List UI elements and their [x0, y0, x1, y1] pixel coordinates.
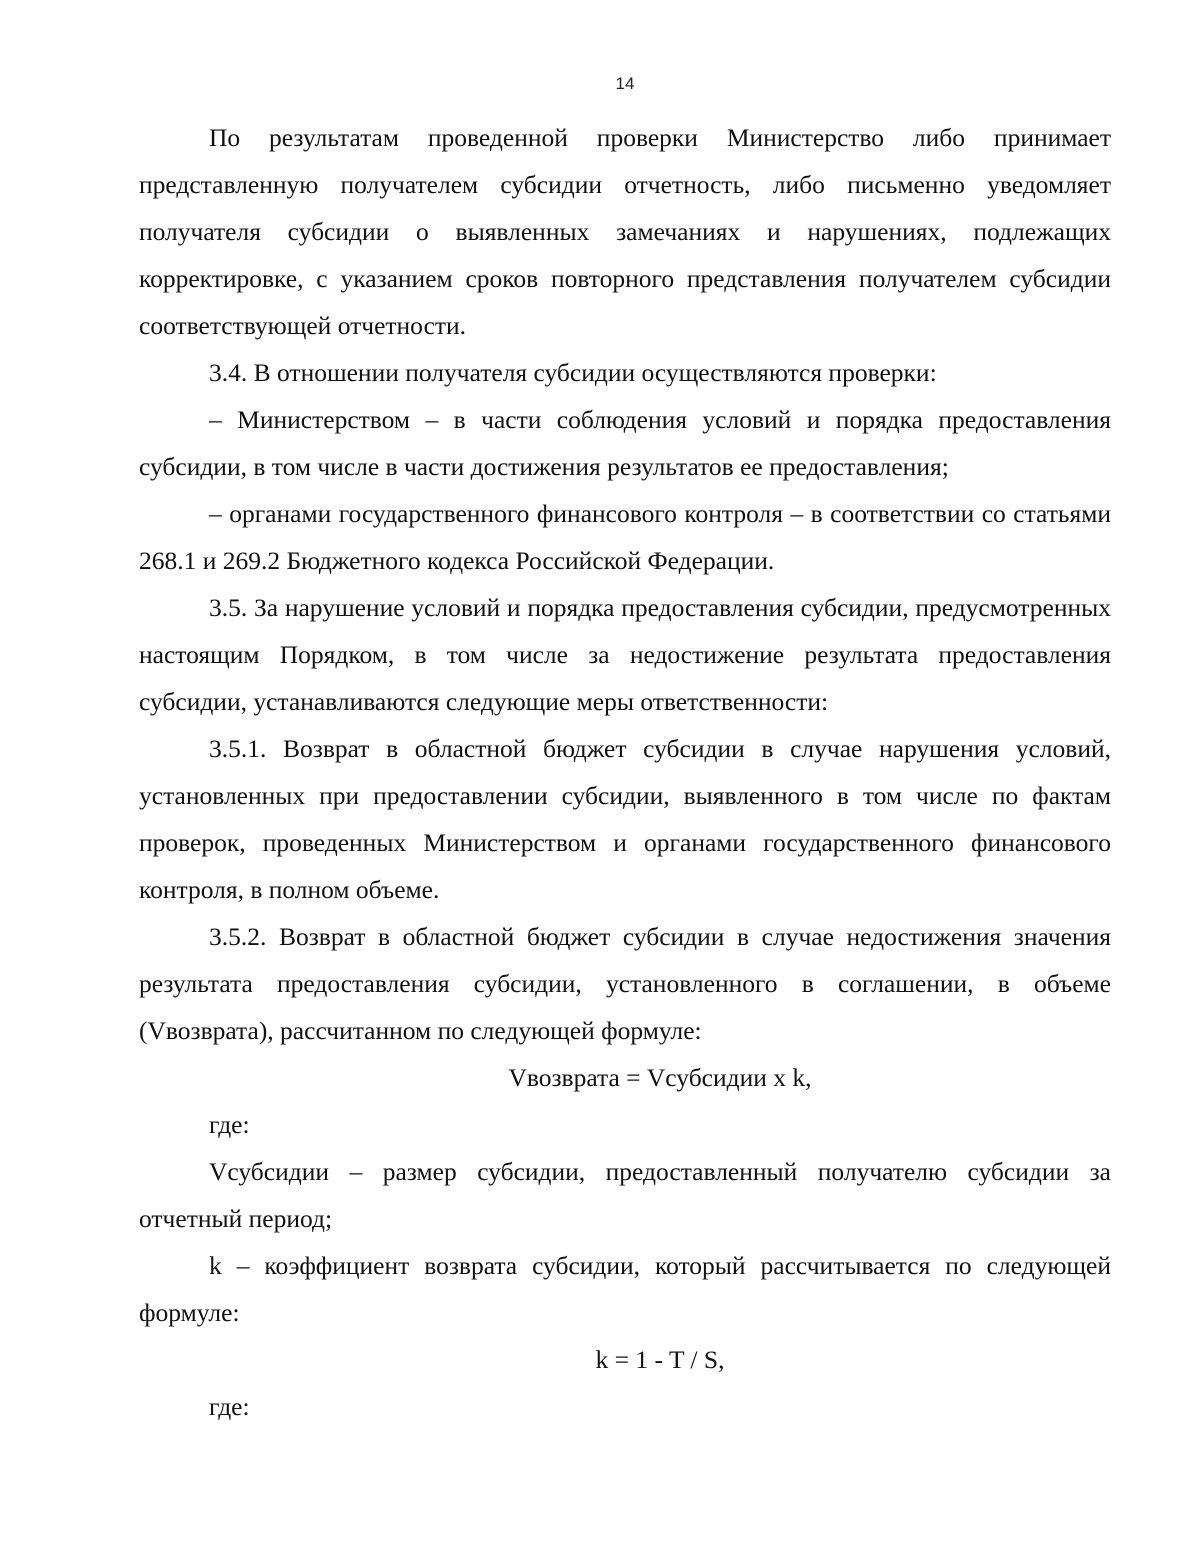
document-body [139, 114, 1111, 1430]
paragraph-3-5-1: 3.5.1. Возврат в областной бюджет субсидии в случае нарушения условий, установленных при предоставлении субсидии, выявленного в том числе по фактам проверок, проведенных Министерством и органами государственного финансового контроля, в полном объеме. [139, 734, 1111, 904]
paragraph-where-1: где: [209, 1110, 250, 1139]
paragraph-ministry-checks: – Министерством – в части соблюдения условий и порядка предоставления субсидии, в том числе в части достижения результатов ее предоставления; [139, 405, 1111, 481]
paragraph-financial-control-checks: – органами государственного финансового контроля – в соответствии со статьями 268.1 и 269.2 Бюджетного кодекса Российской Федерации. [139, 499, 1111, 575]
paragraph-3-5: 3.5. За нарушение условий и порядка предоставления субсидии, предусмотренных настоящим Порядком, в том числе за недостижение результата предоставления субсидии, устанавливаются следующие меры ответственности: [139, 593, 1111, 716]
paragraph-3-4: 3.4. В отношении получателя субсидии осуществляются проверки: [209, 358, 937, 387]
paragraph-k-definition: k – коэффициент возврата субсидии, который рассчитывается по следующей формуле: [139, 1251, 1111, 1327]
formula-coefficient-k: k = 1 - T / S, [595, 1345, 725, 1374]
paragraph-where-2: где: [209, 1392, 250, 1421]
paragraph-3-5-2: 3.5.2. Возврат в областной бюджет субсидии в случае недостижения значения результата предоставления субсидии, установленного в соглашении, в объеме (Vвозврата), рассчитанном по следующей формуле: [139, 922, 1111, 1045]
page-number: 14 [615, 74, 635, 93]
paragraph-inspection-results: По результатам проведенной проверки Министерство либо принимает представленную получателем субсидии отчетность, либо письменно уведомляет получателя субсидии о выявленных замечаниях и нарушениях, подлежащих корректировке, с указанием сроков повторного представления получателем субсидии соответствующей отчетности. [139, 123, 1111, 340]
paragraph-subsidy-definition: Vсубсидии – размер субсидии, предоставленный получателю субсидии за отчетный период; [139, 1157, 1111, 1233]
formula-refund-volume: Vвозврата = Vсубсидии x k, [508, 1063, 812, 1092]
